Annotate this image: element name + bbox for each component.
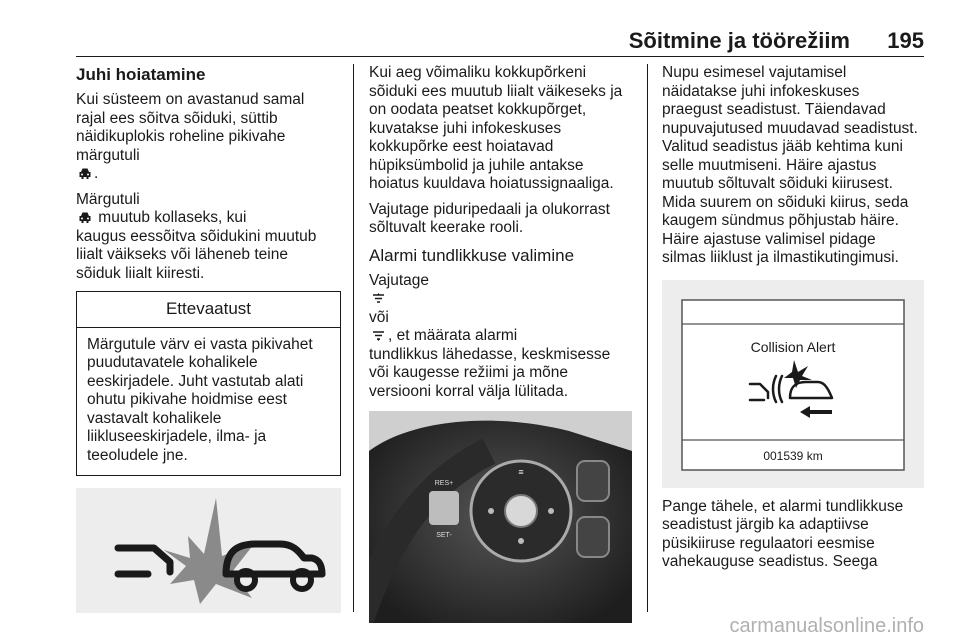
vehicle-ahead-icon	[78, 167, 92, 180]
display-odometer: 001539 km	[763, 448, 823, 463]
collision-illustration	[76, 488, 341, 613]
steering-wheel-controls-illustration	[369, 411, 632, 623]
page-number: 195	[887, 28, 924, 53]
paragraph: Märgutuli muutub kollaseks, kui kaugus eessõitva sõidukini muutub liialt väikseks või läheneb teine sõiduk liialt kiiresti.	[76, 190, 317, 282]
paragraph: Vajutage või , et määrata alarmi tundlikkus lähedasse, keskmisesse või kaugesse režiimi ja mõne versiooni korral välja lülitada.	[369, 271, 611, 400]
vehicle-ahead-icon	[78, 211, 92, 224]
driver-info-display-illustration	[662, 280, 924, 488]
display-title: Collision Alert	[750, 338, 836, 355]
column-divider	[353, 64, 354, 612]
column-divider	[647, 64, 648, 612]
set-label: SET-	[436, 532, 452, 539]
section-heading-alarm-sensitivity: Alarmi tundlikkuse valimine	[369, 245, 575, 265]
header-rule	[76, 56, 924, 57]
column-1	[76, 64, 341, 613]
paragraph: Kui süsteem on avastanud samal rajal ees sõitva sõiduki, süttib näidikuplokis roheline pikivahe märgutuli .	[76, 91, 305, 182]
res-label: RES+	[434, 480, 454, 487]
caution-title: Ettevaatust	[77, 292, 340, 328]
collision-warning-icon	[76, 488, 341, 613]
header-title: Sõitmine ja töörežiim	[628, 28, 850, 53]
caution-body: Märgutule värv ei vasta pikivahet puudutavatele kohalikele eeskirjadele. Juht vastutab alati ohutu pikivahe hoidmise eest vastavalt kohalikele liikluseeskirjadele, ilma- ja teeoludele jne.	[87, 335, 313, 464]
gap-increase-icon	[371, 292, 386, 305]
column-2	[369, 64, 637, 623]
paragraph: Kui aeg võimaliku kokkupõrkeni sõiduki ees muutub liialt väikeseks ja on oodata peatset kokkupõrget, kuvatakse juhi infokeskuses kokkupõrke eest hoiatavad hüpiksümbolid ja juhile antakse hoiatus kuuldava hoiatussignaaliga.	[369, 64, 623, 192]
gap-button-glyph[interactable]: ≡	[518, 467, 524, 477]
collision-alert-display	[662, 280, 924, 488]
caution-box	[76, 291, 341, 476]
section-heading-driver-warning: Juhi hoiatamine	[76, 65, 206, 84]
paragraph: Pange tähele, et alarmi tundlikkuse seadistust järgib ka adaptiivse püsikiiruse regulaatori eesmise vahekauguse seadistus. Seega	[662, 497, 904, 570]
gap-decrease-icon	[371, 329, 386, 342]
steering-wheel-photo	[369, 411, 632, 623]
watermark: carmanualsonline.info	[729, 615, 924, 637]
paragraph: Vajutage piduripedaali ja olukorrast sõltuvalt keerake rooli.	[369, 200, 610, 236]
paragraph: Nupu esimesel vajutamisel näidatakse juhi infokeskuses praegust seadistust. Täiendavad nupuvajutused muudavad seadistust. Valitud seadistus jääb kehtima kuni selle muutmiseni. Häire ajastus muutub sõltuvalt sõiduki kiirusest. Mida suurem on sõiduki kiirus, seda kaugem sündmus põhjustab häire. Häire ajastuse valimisel pidage silmas liiklust ja ilmastikutingimusi.	[662, 64, 918, 266]
column-3	[662, 64, 932, 579]
